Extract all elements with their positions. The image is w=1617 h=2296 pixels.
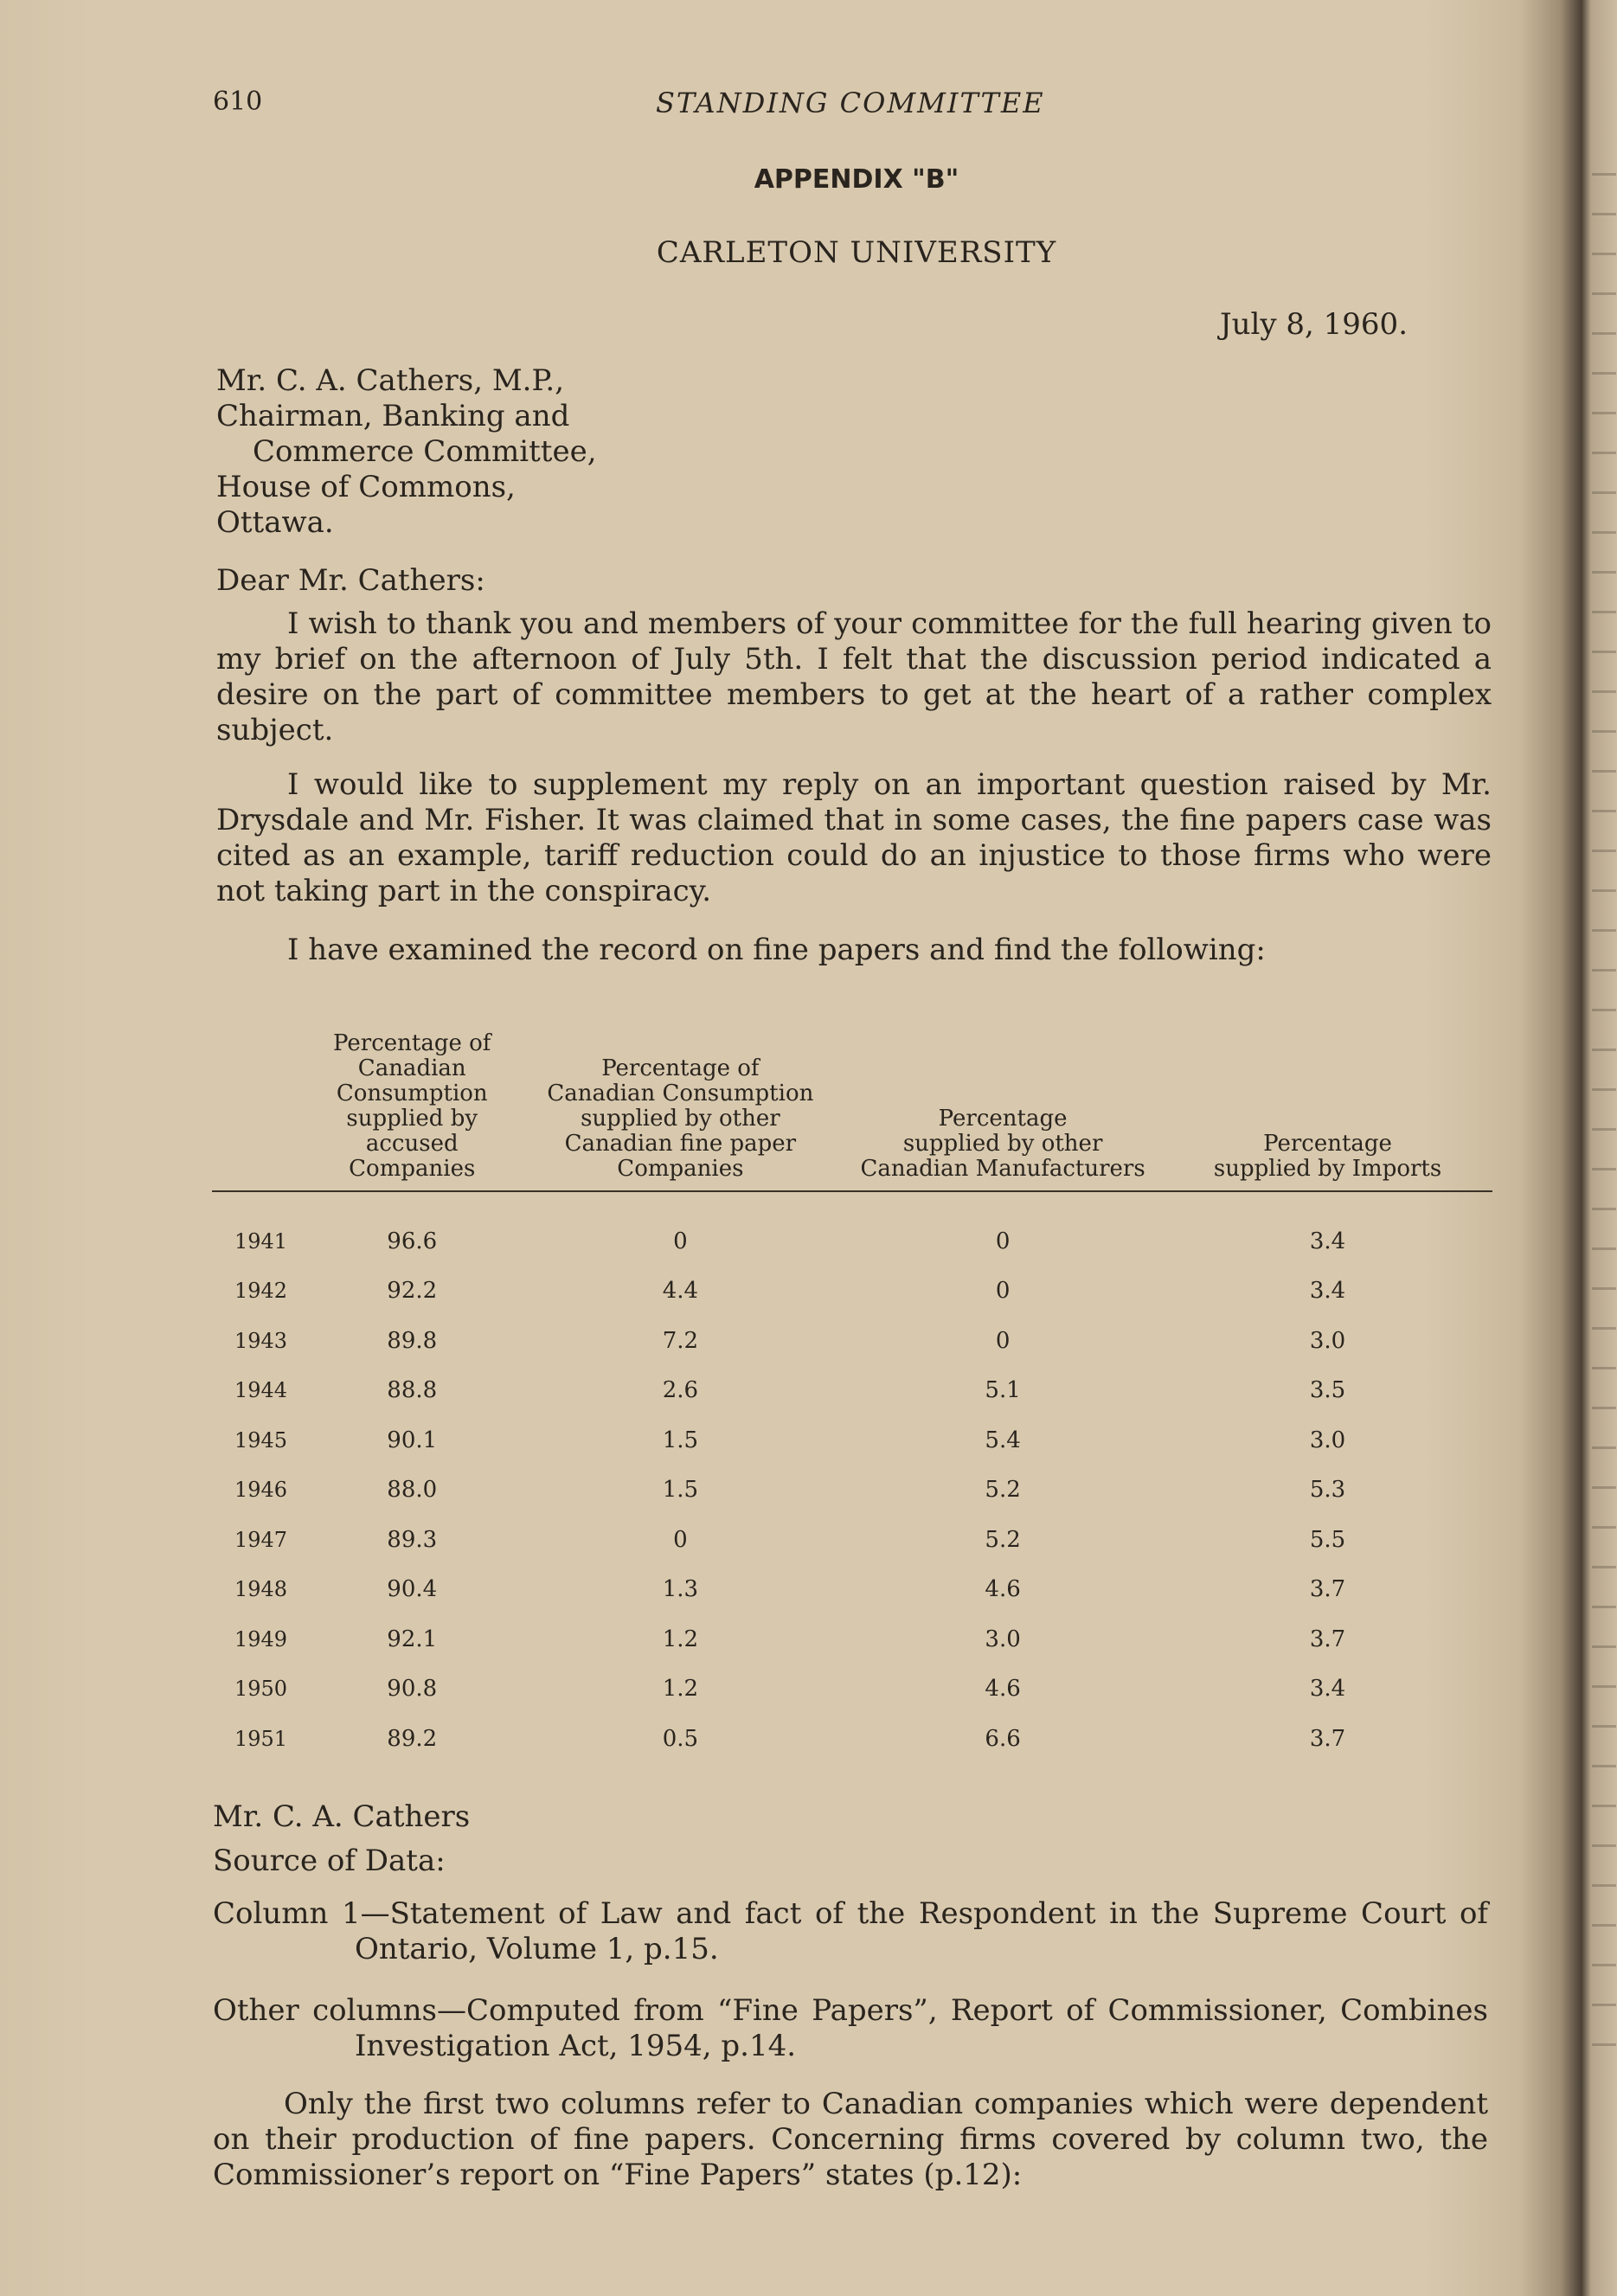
running-title: STANDING COMMITTEE xyxy=(656,87,1045,119)
accused-cell: 92.1 xyxy=(387,1626,438,1652)
accused-cell: 88.0 xyxy=(387,1477,438,1504)
other-manufacturers-cell: 5.2 xyxy=(985,1477,1021,1504)
paragraph-thanks: I wish to thank you and members of your committee for the full hearing given to my brief on the afternoon of July 5th. I felt that the discussion period indicated a desire on the part of committee members to get at the heart of a rather complex subject. xyxy=(216,606,1492,747)
imports-cell: 5.3 xyxy=(1309,1477,1346,1504)
source-column-1: Column 1—Statement of Law and fact of the Respondent in the Supreme Court of Ontario, Volume 1, p.15. xyxy=(213,1896,1488,1966)
appendix-title: APPENDIX "B" xyxy=(754,164,959,195)
other-fine-paper-cell: 0 xyxy=(673,1526,688,1553)
address-line: Ottawa. xyxy=(216,505,334,540)
year-cell: 1945 xyxy=(234,1427,288,1453)
table-header-row xyxy=(212,1031,1492,1191)
table-row xyxy=(212,1614,1492,1664)
year-cell: 1943 xyxy=(234,1328,288,1353)
imports-cell: 3.0 xyxy=(1309,1427,1346,1453)
accused-cell: 92.2 xyxy=(387,1278,438,1305)
header-other-manufacturers: Percentage supplied by other Canadian Manufacturers xyxy=(843,1031,1163,1191)
closing-paragraph: Only the first two columns refer to Canadian companies which were dependent on their production of fine papers. Concerning firms covered by column two, the Commissioner’s report on “Fine Papers” states (p.12): xyxy=(213,2087,1488,2192)
other-fine-paper-cell: 2.6 xyxy=(662,1377,699,1404)
accused-cell: 88.8 xyxy=(387,1377,438,1404)
accused-cell: 89.8 xyxy=(387,1327,438,1354)
accused-cell: 90.4 xyxy=(387,1576,438,1603)
header-imports: Percentage supplied by Imports xyxy=(1163,1031,1492,1191)
address-line: Commerce Committee, xyxy=(253,434,597,469)
year-cell: 1947 xyxy=(234,1527,288,1552)
imports-cell: 5.5 xyxy=(1309,1526,1346,1553)
institution-name: CARLETON UNIVERSITY xyxy=(656,235,1057,270)
other-manufacturers-cell: 0 xyxy=(995,1327,1011,1354)
other-fine-paper-cell: 1.2 xyxy=(662,1676,699,1703)
table-spacer xyxy=(212,1191,1492,1216)
year-cell: 1951 xyxy=(234,1726,288,1751)
paragraph-examined: I have examined the record on fine papers and find the following: xyxy=(287,933,1266,967)
other-manufacturers-cell: 6.6 xyxy=(985,1725,1021,1752)
paragraph-supplement: I would like to supplement my reply on an important question raised by Mr. Drysdale and Mr. Fisher. It was claimed that in some cases, the fine papers case was cited as an example, tariff reduction could do an injustice to those firms who were not taking part in the conspiracy. xyxy=(216,767,1492,908)
recipient-repeat: Mr. C. A. Cathers xyxy=(213,1799,471,1834)
fine-papers-table xyxy=(212,1031,1492,1764)
address-line: House of Commons, xyxy=(216,470,516,504)
header-accused-companies: Percentage of Canadian Consumption supplied by accused Companies xyxy=(306,1031,518,1191)
imports-cell: 3.4 xyxy=(1309,1228,1346,1254)
imports-cell: 3.5 xyxy=(1309,1377,1346,1404)
running-header xyxy=(213,87,1493,128)
table-row xyxy=(212,1366,1492,1416)
header-year xyxy=(212,1031,306,1191)
other-fine-paper-cell: 0 xyxy=(673,1228,688,1254)
accused-cell: 96.6 xyxy=(387,1228,438,1254)
table-body xyxy=(212,1191,1492,1764)
year-cell: 1950 xyxy=(234,1677,288,1702)
table-row xyxy=(212,1565,1492,1615)
accused-cell: 89.3 xyxy=(387,1526,438,1553)
binding-edge xyxy=(1592,173,1616,2076)
table-row xyxy=(212,1714,1492,1764)
imports-cell: 3.7 xyxy=(1309,1626,1346,1652)
salutation: Dear Mr. Cathers: xyxy=(216,563,485,598)
address-line: Mr. C. A. Cathers, M.P., xyxy=(216,363,565,398)
letter-date: July 8, 1960. xyxy=(1220,307,1408,342)
other-fine-paper-cell: 1.5 xyxy=(662,1477,699,1504)
recipient-address xyxy=(216,363,597,541)
other-fine-paper-cell: 0.5 xyxy=(662,1725,699,1752)
imports-cell: 3.4 xyxy=(1309,1278,1346,1305)
table-row xyxy=(212,1267,1492,1317)
imports-cell: 3.4 xyxy=(1309,1676,1346,1703)
year-cell: 1944 xyxy=(234,1378,288,1403)
table-row xyxy=(212,1216,1492,1267)
source-label: Source of Data: xyxy=(213,1844,446,1878)
year-cell: 1949 xyxy=(234,1626,288,1651)
accused-cell: 90.8 xyxy=(387,1676,438,1703)
other-fine-paper-cell: 4.4 xyxy=(662,1278,699,1305)
year-cell: 1941 xyxy=(234,1228,288,1254)
other-manufacturers-cell: 0 xyxy=(995,1278,1011,1305)
page-number: 610 xyxy=(213,87,263,117)
accused-cell: 90.1 xyxy=(387,1427,438,1453)
address-line: Chairman, Banking and xyxy=(216,399,570,433)
other-fine-paper-cell: 1.5 xyxy=(662,1427,699,1453)
table-row xyxy=(212,1465,1492,1516)
year-cell: 1948 xyxy=(234,1577,288,1602)
other-manufacturers-cell: 5.4 xyxy=(985,1427,1021,1453)
other-fine-paper-cell: 1.2 xyxy=(662,1626,699,1652)
table-row xyxy=(212,1415,1492,1465)
table-row xyxy=(212,1316,1492,1366)
imports-cell: 3.0 xyxy=(1309,1327,1346,1354)
other-manufacturers-cell: 4.6 xyxy=(985,1576,1021,1603)
imports-cell: 3.7 xyxy=(1309,1725,1346,1752)
table-row xyxy=(212,1515,1492,1565)
table-row xyxy=(212,1664,1492,1715)
other-manufacturers-cell: 4.6 xyxy=(985,1676,1021,1703)
year-cell: 1942 xyxy=(234,1279,288,1304)
other-manufacturers-cell: 5.1 xyxy=(985,1377,1021,1404)
other-fine-paper-cell: 1.3 xyxy=(662,1576,699,1603)
source-other-columns: Other columns—Computed from “Fine Papers”, Report of Commissioner, Combines Investigation Act, 1954, p.14. xyxy=(213,1993,1488,2063)
imports-cell: 3.7 xyxy=(1309,1576,1346,1603)
accused-cell: 89.2 xyxy=(387,1725,438,1752)
year-cell: 1946 xyxy=(234,1478,288,1503)
other-fine-paper-cell: 7.2 xyxy=(662,1327,699,1354)
other-manufacturers-cell: 5.2 xyxy=(985,1526,1021,1553)
other-manufacturers-cell: 3.0 xyxy=(985,1626,1021,1652)
other-manufacturers-cell: 0 xyxy=(995,1228,1011,1254)
header-other-fine-paper-companies: Percentage of Canadian Consumption supplied by other Canadian fine paper Companies xyxy=(518,1031,843,1191)
